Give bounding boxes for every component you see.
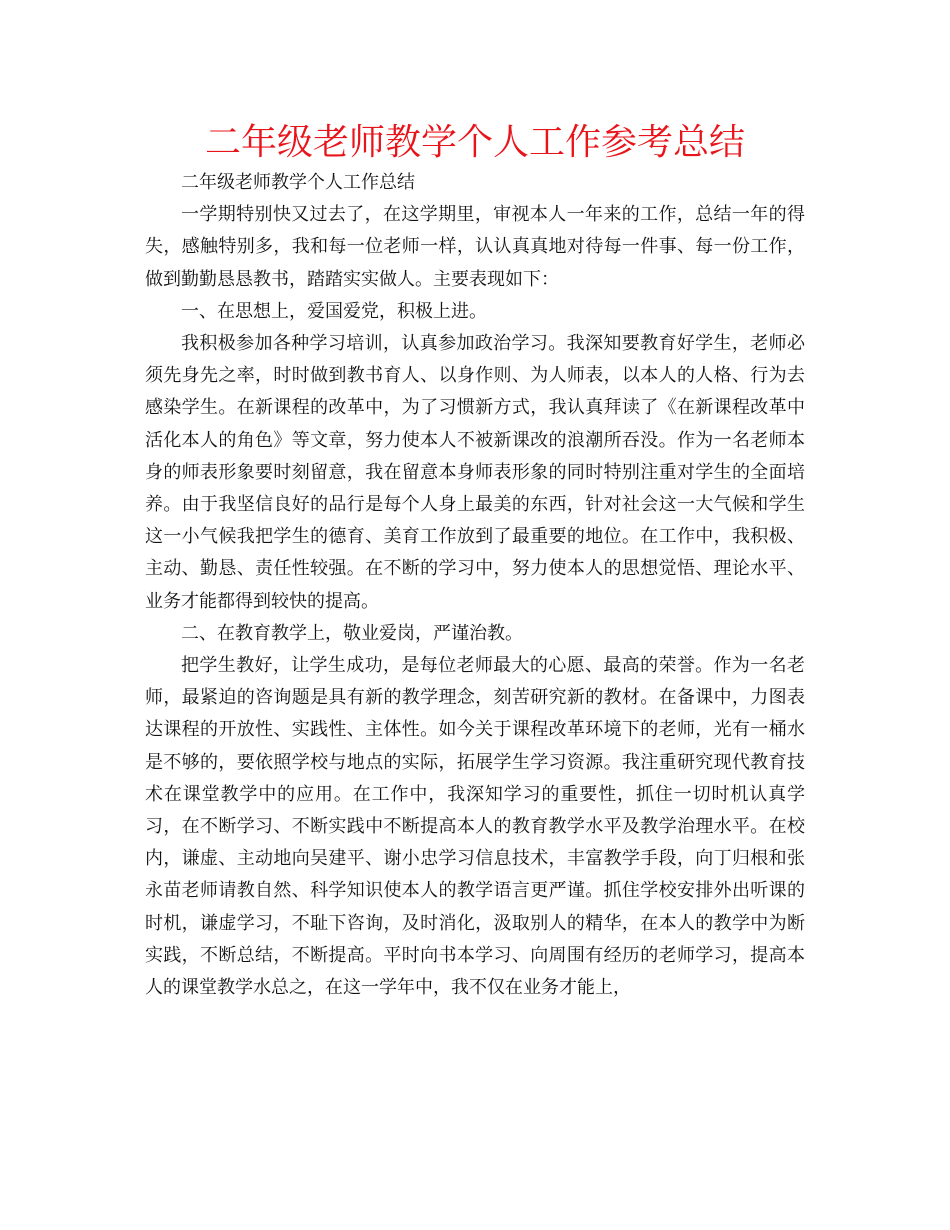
paragraph-intro: 一学期特别快又过去了，在这学期里，审视本人一年来的工作，总结一年的得失，感触特别多，我和每一位老师一样，认认真真地对待每一件事、每一份工作，做到勤勤恳恳教书，踏踏实实做人。主要表现如下： [145,204,805,290]
paragraph-section-1: 我积极参加各种学习培训，认真参加政治学习。我深知要教育好学生，老师必须先身先之率，时时做到教书育人、以身作则、为人师表，以本人的人格、行为去感染学生。在新课程的改革中，为了习惯新方式，我认真拜读了《在新课程改革中活化本人的角色》等文章，努力使本人不被新课改的浪潮所吞没。作为一名老师本身的师表形象要时刻留意，我在留意本身师表形象的同时特别注重对学生的全面培养。由于我坚信良好的品行是每个人身上最美的东西，针对社会这一大气候和学生这一小气候我把学生的德育、美育工作放到了最重要的地位。在工作中，我积极、主动、勤恳、责任性较强。在不断的学习中，努力使本人的思想觉悟、理论水平、业务才能都得到较快的提高。 [145,333,805,612]
section-heading-1: 一、在思想上，爱国爱党，积极上进。 [181,300,487,322]
document-body [145,167,805,1004]
document-title: 二年级老师教学个人工作参考总结 [204,122,745,163]
paragraph-subtitle: 二年级老师教学个人工作总结 [181,172,415,193]
paragraph-section-2: 把学生教好，让学生成功，是每位老师最大的心愿、最高的荣誉。作为一名老师，最紧迫的咨询题是具有新的教学理念，刻苦研究新的教材。在备课中，力图表达课程的开放性、实践性、主体性。如今关于课程改革环境下的老师，光有一桶水是不够的，要依照学校与地点的实际，拓展学生学习资源。我注重研究现代教育技术在课堂教学中的应用。在工作中，我深知学习的重要性，抓住一切时机认真学习，在不断学习、不断实践中不断提高本人的教育教学水平及教学治理水平。在校内，谦虚、主动地向吴建平、谢小忠学习信息技术，丰富教学手段，向丁归根和张永苗老师请教自然、科学知识使本人的教学语言更严谨。抓住学校安排外出听课的时机，谦虚学习，不耻下咨询，及时消化，汲取别人的精华，在本人的教学中为断实践，不断总结，不断提高。平时向书本学习、向周围有经历的老师学习，提高本人的课堂教学水总之，在这一学年中，我不仅在业务才能上， [145,655,805,999]
section-heading-2: 二、在教育教学上，敬业爱岗，严谨治教。 [181,622,523,644]
